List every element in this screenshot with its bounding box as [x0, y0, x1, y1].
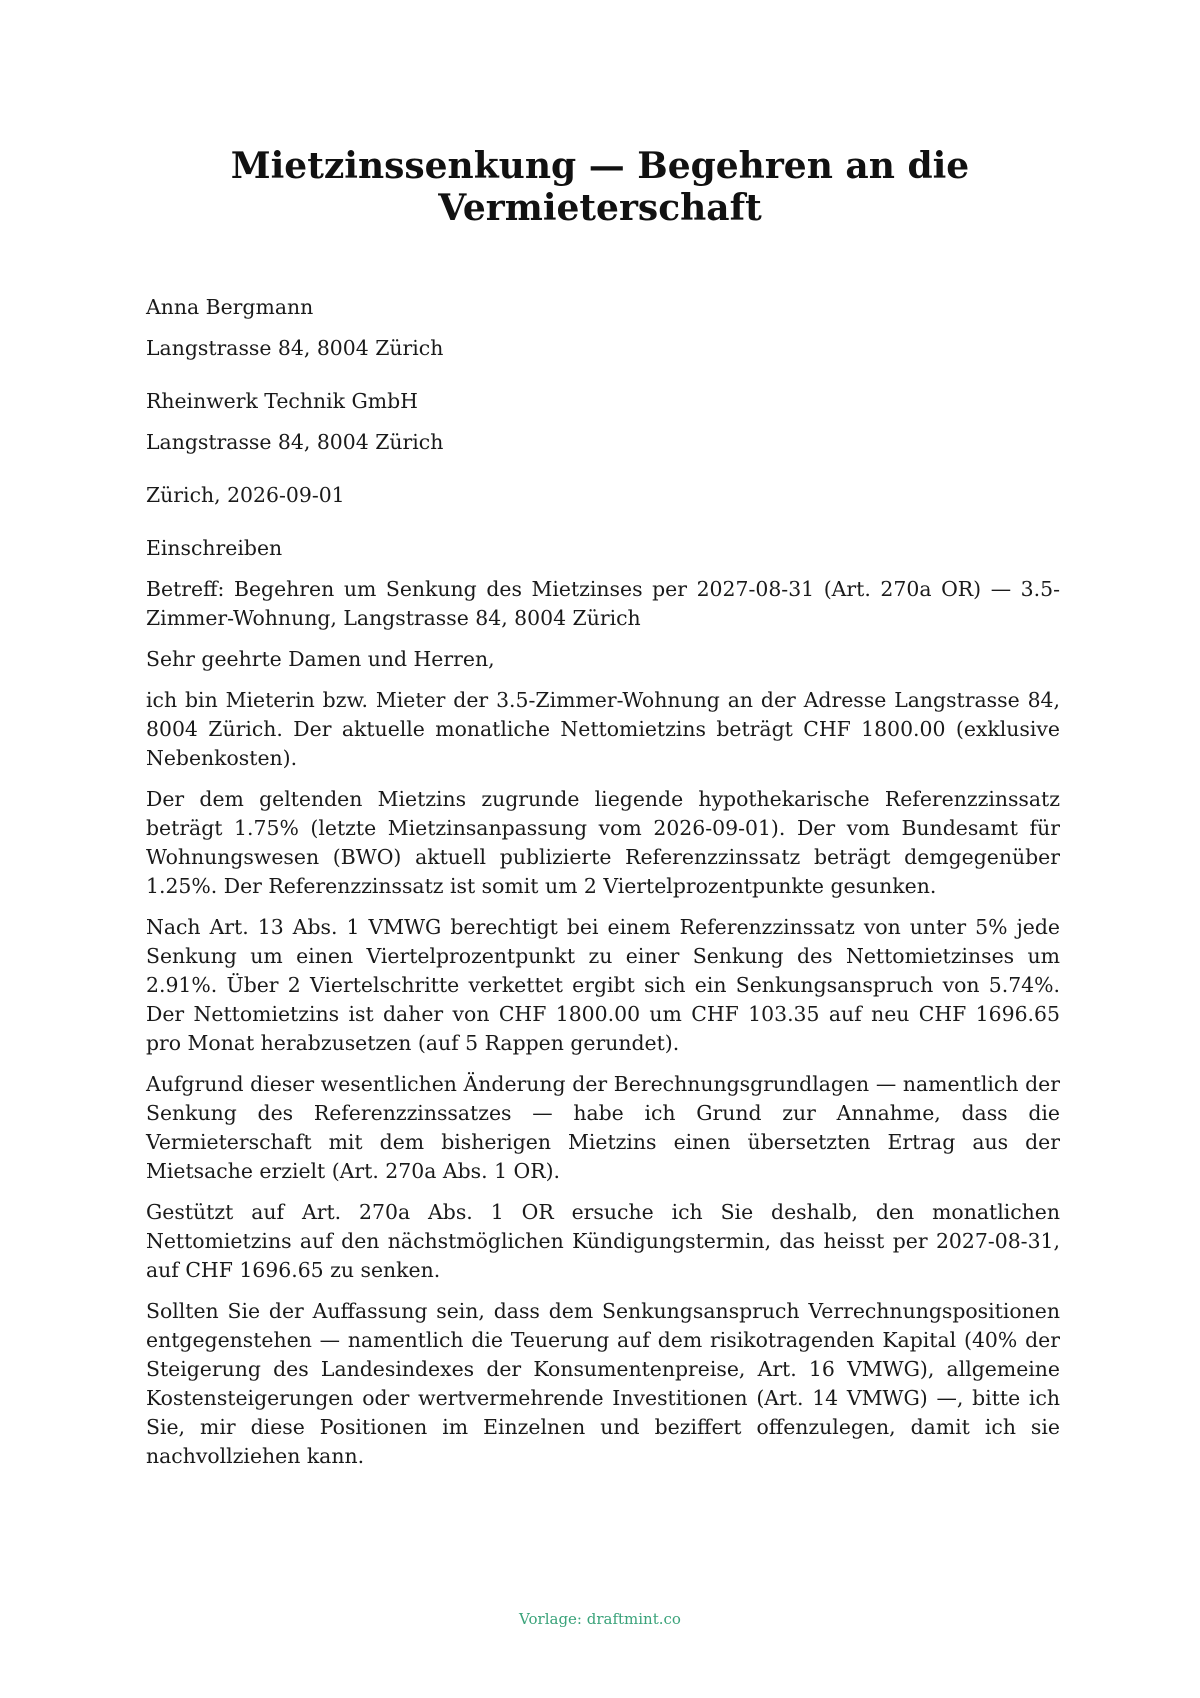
- paragraph-offset-positions: Sollten Sie der Auffassung sein, dass dem Senkungsanspruch Verrechnungspositionen entgegenstehen — namentlich die Teuerung auf dem risikotragenden Kapital (40% der Steigerung des Landesindexes der Konsumentenpreise, Art. 16 VMWG), allgemeine Kostensteigerungen oder wertvermehrende Investitionen (Art. 14 VMWG) —, bitte ich Sie, mir diese Positionen im Einzelnen und beziffert offenzulegen, damit ich sie nachvollziehen kann.: [146, 1299, 1060, 1468]
- paragraph-request: Gestützt auf Art. 270a Abs. 1 OR ersuche ich Sie deshalb, den monatlichen Nettomietzins auf den nächstmöglichen Kündigungstermin, das heisst per 2027-08-31, auf CHF 1696.65 zu senken.: [146, 1200, 1060, 1282]
- place-date: Zürich, 2026-09-01: [146, 483, 345, 507]
- paragraph-excessive-return: Aufgrund dieser wesentlichen Änderung der Berechnungsgrundlagen — namentlich der Senkung des Referenzzinssatzes — habe ich Grund zur Annahme, dass die Vermieterschaft mit dem bisherigen Mietzins einen übersetzten Ertrag aus der Mietsache erzielt (Art. 270a Abs. 1 OR).: [146, 1072, 1060, 1183]
- delivery-method: Einschreiben: [146, 536, 283, 560]
- paragraph-reference-rate: Der dem geltenden Mietzins zugrunde liegende hypothekarische Referenzzinssatz beträgt 1.75% (letzte Mietzinsanpassung vom 2026-09-01). Der vom Bundesamt für Wohnungswesen (BWO) aktuell publizierte Referenzzinssatz beträgt demgegenüber 1.25%. Der Referenzzinssatz ist somit um 2 Viertelprozentpunkte gesunken.: [146, 787, 1060, 898]
- letter-body: [146, 293, 1060, 1483]
- recipient-address: Langstrasse 84, 8004 Zürich: [146, 430, 444, 454]
- subject-line: Betreff: Begehren um Senkung des Mietzinses per 2027-08-31 (Art. 270a OR) — 3.5-Zimmer-Wohnung, Langstrasse 84, 8004 Zürich: [146, 577, 1060, 630]
- document-title: Mietzinssenkung — Begehren an die Vermieterschaft: [230, 145, 970, 229]
- recipient-name: Rheinwerk Technik GmbH: [146, 389, 418, 413]
- paragraph-current-rent: ich bin Mieterin bzw. Mieter der 3.5-Zimmer-Wohnung an der Adresse Langstrasse 84, 8004 Zürich. Der aktuelle monatliche Nettomietzins beträgt CHF 1800.00 (exklusive Nebenkosten).: [146, 688, 1060, 770]
- footer-template-credit: Vorlage: draftmint.co: [519, 1610, 681, 1628]
- sender-address: Langstrasse 84, 8004 Zürich: [146, 336, 444, 360]
- paragraph-calculation: Nach Art. 13 Abs. 1 VMWG berechtigt bei einem Referenzzinssatz von unter 5% jede Senkung um einen Viertelprozentpunkt zu einer Senkung des Nettomietzinses um 2.91%. Über 2 Viertelschritte verkettet ergibt sich ein Senkungsanspruch von 5.74%. Der Nettomietzins ist daher von CHF 1800.00 um CHF 103.35 auf neu CHF 1696.65 pro Monat herabzusetzen (auf 5 Rappen gerundet).: [146, 915, 1060, 1055]
- sender-name: Anna Bergmann: [146, 295, 314, 319]
- salutation: Sehr geehrte Damen und Herren,: [146, 647, 495, 671]
